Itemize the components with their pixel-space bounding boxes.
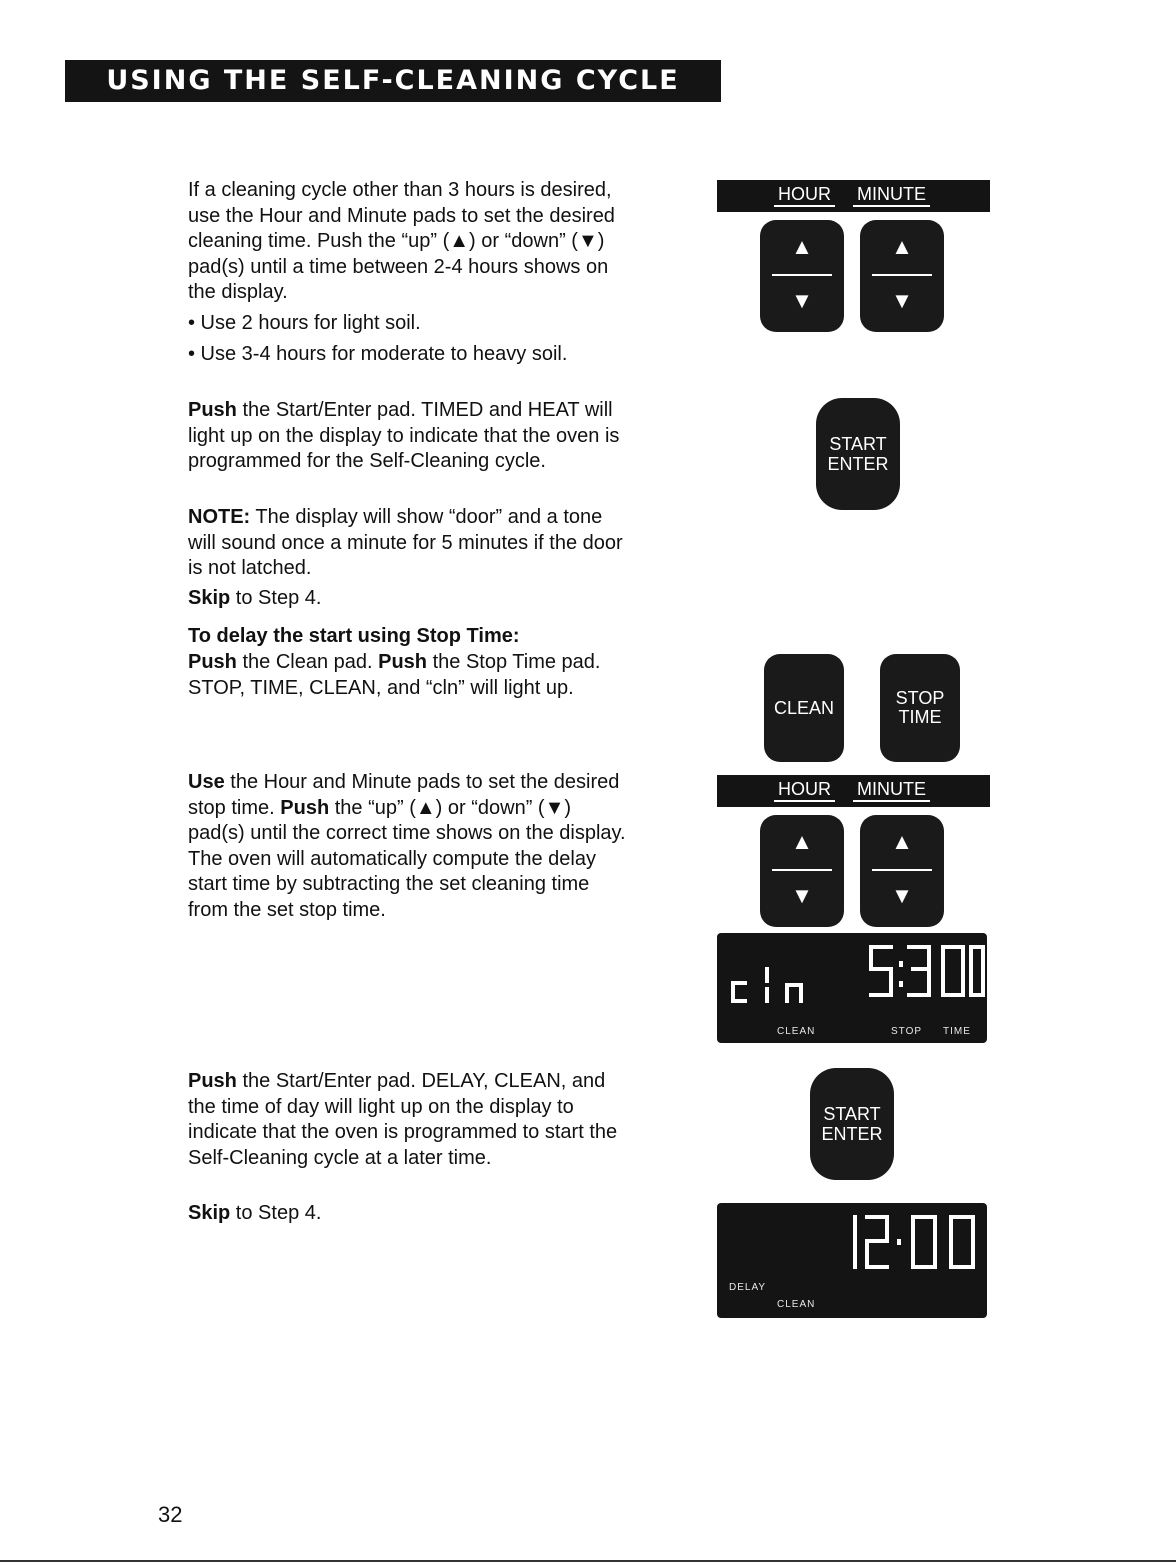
pad-divider <box>872 869 932 871</box>
up-arrow-icon: ▲ <box>791 234 813 259</box>
up-arrow-icon: ▲ <box>891 234 913 259</box>
bold-push: Push <box>188 399 237 421</box>
section-title: USING THE SELF-CLEANING CYCLE <box>65 60 721 102</box>
display-delay-indicator: DELAY <box>729 1282 767 1293</box>
segment-readout <box>717 1203 987 1283</box>
minute-label: MINUTE <box>853 184 930 207</box>
paragraph-delay-start <box>188 1069 628 1171</box>
enter-label: ENTER <box>827 454 889 474</box>
time-digits <box>855 1217 973 1267</box>
pad-divider <box>772 869 832 871</box>
paragraph-skip-1 <box>188 586 628 612</box>
start-enter-button[interactable] <box>810 1068 894 1180</box>
paragraph-stop-time <box>188 770 628 923</box>
digit-two <box>867 1217 887 1267</box>
bold-push: Push <box>188 651 237 673</box>
down-arrow-icon: ▼ <box>891 288 913 313</box>
stop-time-button[interactable] <box>880 654 960 762</box>
bullet-heavy-soil: • Use 3-4 hours for moderate to heavy soil. <box>188 343 568 365</box>
minute-label: MINUTE <box>853 779 930 802</box>
minute-up-down-pad[interactable] <box>860 815 944 927</box>
text-compute-delay: the “up” (▲) or “down” (▼) pad(s) until the correct time shows on the display. The oven will automatically compute the delay start time by subtracting the set cleaning time from the set stop time. <box>188 796 626 921</box>
clean-button[interactable] <box>764 654 844 762</box>
cln-digits <box>733 969 801 1001</box>
text-stop-time-pad: the Stop Time pad. STOP, TIME, CLEAN, and “cln” will light up. <box>188 651 601 699</box>
paragraph-cleaning-time: If a cleaning cycle other than 3 hours is desired, use the Hour and Minute pads to set the desired cleaning time. Push the “up” (▲) or “down” (▼) pad(s) until a time between 2-4 hours shows on the display. <box>188 179 615 303</box>
segment-n <box>787 985 801 1001</box>
paragraph-clean-stop <box>188 650 628 701</box>
hour-label: HOUR <box>774 184 835 207</box>
text-skip: to Step 4. <box>230 1202 322 1224</box>
bold-skip: Skip <box>188 587 231 609</box>
up-arrow-icon: ▲ <box>891 829 913 854</box>
paragraph-note <box>188 505 628 582</box>
digit-zero-2 <box>951 1217 973 1267</box>
bold-skip: Skip <box>188 1202 231 1224</box>
text-note: The display will show “door” and a tone will sound once a minute for 5 minutes if the door is not latched. <box>188 506 623 579</box>
delay-heading: To delay the start using Stop Time: <box>188 625 520 647</box>
down-arrow-icon: ▼ <box>891 883 913 908</box>
digit-three <box>909 947 929 995</box>
bold-use: Use <box>188 771 225 793</box>
up-arrow-icon: ▲ <box>791 829 813 854</box>
hour-up-down-pad[interactable] <box>760 815 844 927</box>
oven-display-stop-time <box>717 933 987 1043</box>
start-enter-button[interactable] <box>816 398 900 510</box>
hour-label: HOUR <box>774 779 835 802</box>
clean-label: CLEAN <box>773 697 835 718</box>
pad-divider <box>772 274 832 276</box>
start-label: START <box>823 1104 881 1124</box>
segment-readout <box>717 933 987 1013</box>
bold-push: Push <box>280 796 330 819</box>
paragraph-start-enter <box>188 398 628 475</box>
bold-note: NOTE: <box>188 506 251 528</box>
time-label: TIME <box>898 707 942 727</box>
pad-divider <box>872 274 932 276</box>
hour-minute-label-bar <box>717 775 990 807</box>
bold-push: Push <box>378 651 428 673</box>
heading-delay-start <box>188 624 628 650</box>
display-clean-indicator: CLEAN <box>777 1299 816 1310</box>
down-arrow-icon: ▼ <box>791 883 813 908</box>
start-label: START <box>829 434 887 454</box>
text-clean-pad: the Clean pad. <box>236 651 379 673</box>
bold-push: Push <box>188 1070 237 1092</box>
display-clean-indicator: CLEAN <box>777 1026 816 1037</box>
minute-up-down-pad[interactable] <box>860 220 944 332</box>
text-start-enter: the Start/Enter pad. TIMED and HEAT will light up on the display to indicate that the oven is programmed for the Self-Cleaning cycle. <box>188 399 620 472</box>
footer-rule <box>0 1560 1176 1562</box>
digit-zero-2 <box>971 947 983 995</box>
digit-zero <box>943 947 963 995</box>
enter-label: ENTER <box>821 1124 883 1144</box>
bullet-light-soil: • Use 2 hours for light soil. <box>188 312 421 334</box>
stop-label: STOP <box>895 688 945 708</box>
text-set-stop-time: the Hour and Minute pads to set the desired stop time. <box>188 771 620 819</box>
text-skip: to Step 4. <box>230 587 322 609</box>
display-stop-indicator: STOP <box>891 1026 923 1037</box>
hour-up-down-pad[interactable] <box>760 220 844 332</box>
down-arrow-icon: ▼ <box>791 288 813 313</box>
oven-display-delay <box>717 1203 987 1318</box>
paragraph-skip-2 <box>188 1201 628 1227</box>
time-digits <box>871 947 983 995</box>
digit-five <box>871 947 891 995</box>
page-number: 32 <box>158 1502 183 1527</box>
digit-zero <box>913 1217 935 1267</box>
display-time-indicator: TIME <box>943 1026 971 1037</box>
text-delay-programmed: the Start/Enter pad. DELAY, CLEAN, and the time of day will light up on the display to indicate that the oven is programmed to start the Self-Cleaning cycle at a later time. <box>188 1070 618 1169</box>
segment-c <box>733 983 745 1001</box>
hour-minute-label-bar <box>717 180 990 212</box>
